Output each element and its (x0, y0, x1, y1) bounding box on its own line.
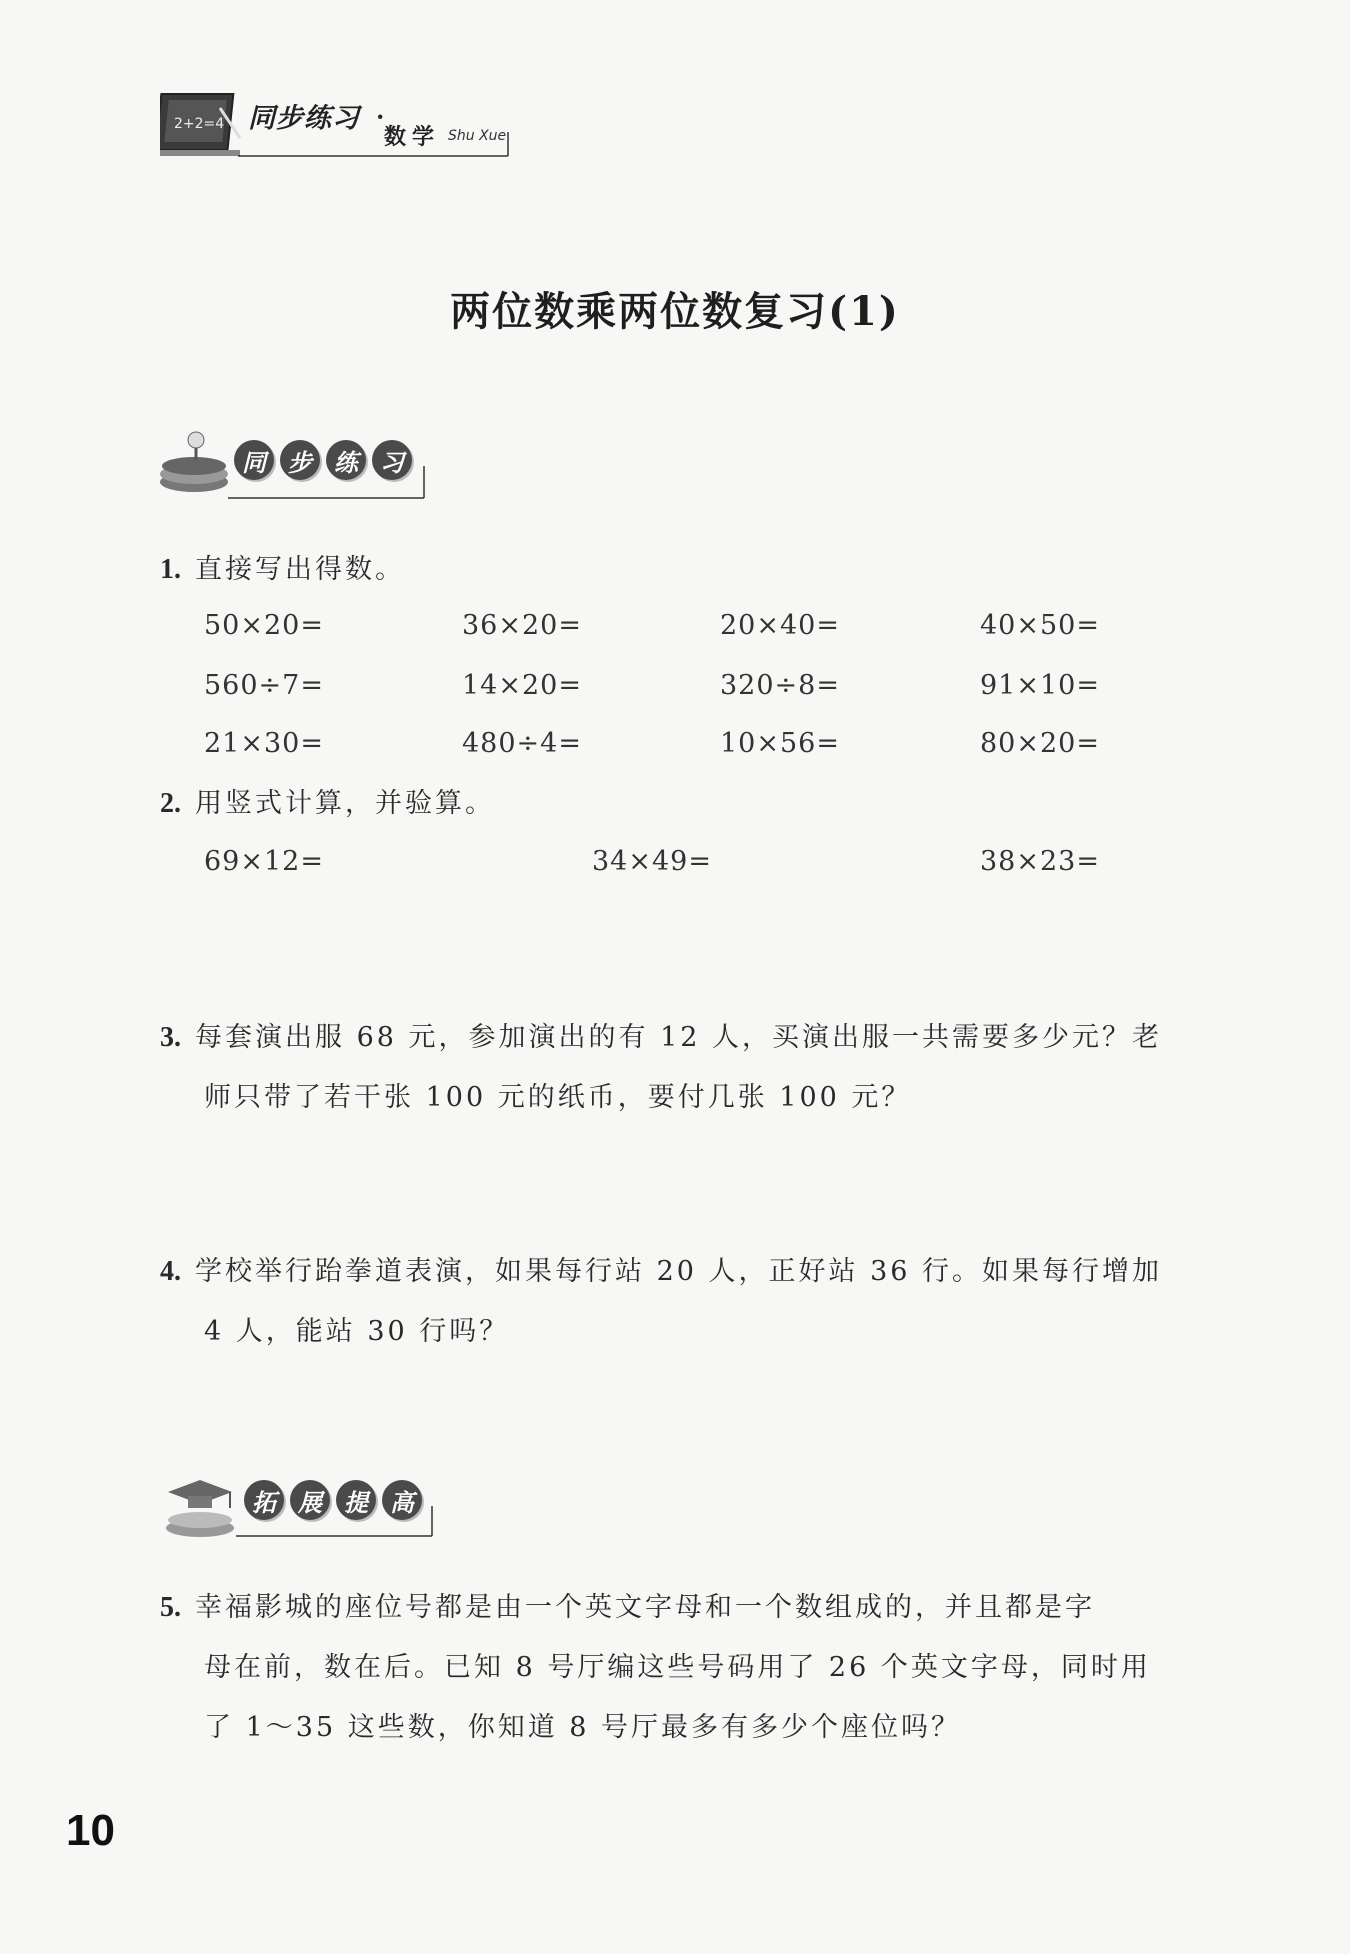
section-underline (236, 1496, 436, 1540)
expression: 80×20= (980, 728, 1100, 759)
question-text: 用竖式计算，并验算。 (195, 788, 495, 819)
section-char: 练 (326, 440, 366, 480)
question-number: 5. (160, 1592, 181, 1623)
header-dot: · (376, 102, 385, 131)
question-1 (160, 540, 405, 600)
expression: 38×23= (980, 846, 1100, 877)
question-2 (160, 774, 495, 834)
question-text-continued: 母在前，数在后。已知 8 号厅编这些号码用了 26 个英文字母，同时用 (204, 1652, 1151, 1683)
question-text: 直接写出得数。 (195, 554, 405, 585)
book-subject: 数学 (384, 125, 441, 150)
section-underline (228, 456, 428, 500)
question-text: 学校举行跆拳道表演，如果每行站 20 人，正好站 36 行。如果每行增加 (195, 1256, 1163, 1287)
question-4 (160, 1242, 1162, 1302)
section-char: 同 (234, 440, 274, 480)
section-char: 拓 (244, 1480, 284, 1520)
question-5 (160, 1578, 1095, 1638)
expression: 34×49= (592, 846, 712, 877)
section-char: 习 (372, 440, 412, 480)
expression: 69×12= (204, 846, 324, 877)
expression: 40×50= (980, 610, 1100, 641)
question-number: 1. (160, 554, 181, 585)
question-number: 2. (160, 788, 181, 819)
expression: 91×10= (980, 670, 1100, 701)
question-number: 4. (160, 1256, 181, 1287)
book-pinyin: Shu Xue (448, 128, 507, 144)
page-number: 10 (66, 1806, 115, 1855)
svg-text:2+2=4: 2+2=4 (174, 116, 225, 132)
question-text-continued: 师只带了若干张 100 元的纸币，要付几张 100 元？ (204, 1082, 912, 1113)
expression: 10×56= (720, 728, 840, 759)
question-text-continued: 4 人，能站 30 行吗？ (204, 1316, 510, 1347)
grad-cap-books-icon (160, 1468, 240, 1544)
section-char: 高 (382, 1480, 422, 1520)
question-text: 每套演出服 68 元，参加演出的有 12 人，买演出服一共需要多少元？老 (195, 1022, 1163, 1053)
expression: 20×40= (720, 610, 840, 641)
page-title: 两位数乘两位数复习(1) (450, 288, 900, 335)
book-title: 同步练习 (248, 103, 360, 134)
question-text: 幸福影城的座位号都是由一个英文字母和一个数组成的，并且都是字 (195, 1592, 1095, 1623)
expression: 14×20= (462, 670, 582, 701)
expression: 480÷4= (462, 728, 582, 759)
expression: 36×20= (462, 610, 582, 641)
question-text-continued: 了 1～35 这些数，你知道 8 号厅最多有多少个座位吗？ (204, 1712, 962, 1743)
expression: 21×30= (204, 728, 324, 759)
section-char: 步 (280, 440, 320, 480)
expression: 560÷7= (204, 670, 324, 701)
question-number: 3. (160, 1022, 181, 1053)
section-char: 展 (290, 1480, 330, 1520)
books-lamp-icon (156, 424, 236, 500)
question-3 (160, 1008, 1162, 1068)
section-char: 提 (336, 1480, 376, 1520)
expression: 320÷8= (720, 670, 840, 701)
expression: 50×20= (204, 610, 324, 641)
